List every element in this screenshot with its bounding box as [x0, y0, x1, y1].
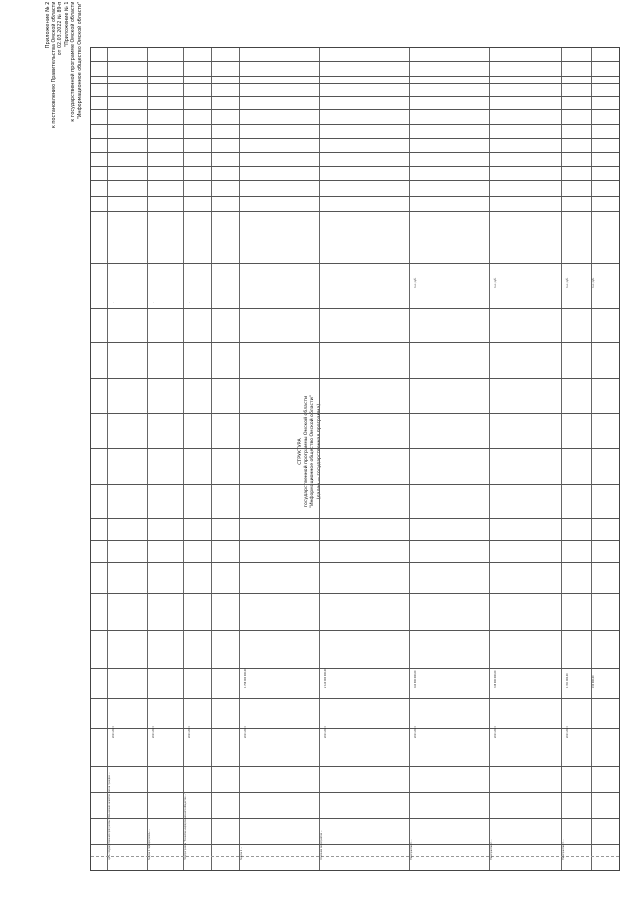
row-7-years: 2014 2024: [494, 726, 497, 738]
column-divider: [91, 96, 619, 97]
program-ref: к государственной программе Омской области: [71, 1, 77, 122]
row-4-years: 2014 2024: [244, 726, 247, 738]
title-line-1: СТРУКТУРА: [298, 438, 303, 465]
row-divider: [239, 48, 240, 870]
row-divider: [183, 48, 184, 870]
row-5-sum: 2 120 000 000,00: [324, 668, 327, 688]
row-2-target: -: [152, 302, 155, 303]
row-6-target: тыс. руб.: [414, 277, 417, 288]
row-4-name: Задача 2 ...: [240, 846, 243, 860]
column-divider: [91, 766, 619, 767]
row-3-target: -: [188, 302, 191, 303]
column-divider: [91, 413, 619, 414]
row-divider: [211, 48, 212, 870]
row-divider: [489, 48, 490, 870]
header-appendix-block: [45, 2, 85, 128]
column-divider: [91, 484, 619, 485]
row-divider: [591, 48, 592, 870]
column-divider: [91, 378, 619, 379]
row-6-sum: 466 900 000,00: [414, 670, 417, 688]
row-7-name: Мероприятие 2 ...: [490, 839, 493, 860]
row-9-target: тыс. руб.: [592, 277, 595, 288]
row-1-years: 2014 2024: [112, 726, 115, 738]
row-7-sum: 338 000 000,00: [494, 670, 497, 688]
title-line-3: "Информационное общество Омской области": [310, 395, 316, 508]
column-divider: [91, 61, 619, 62]
program-name: "Информационное общество Омской области": [77, 1, 83, 120]
column-divider: [91, 138, 619, 139]
column-divider: [91, 152, 619, 153]
row-4-sum: 1 798 000 000,00: [244, 668, 247, 688]
row-divider: [147, 48, 148, 870]
column-divider: [91, 856, 619, 857]
column-divider: [91, 562, 619, 563]
column-divider: [91, 211, 619, 212]
column-divider: [91, 698, 619, 699]
column-divider: [91, 196, 619, 197]
column-divider: [91, 166, 619, 167]
row-8-name: Мероприятие 3 ...: [562, 839, 565, 860]
column-divider: [91, 518, 619, 519]
column-divider: [91, 109, 619, 110]
row-1-target: -: [112, 302, 115, 303]
column-divider: [91, 792, 619, 793]
column-divider: [91, 180, 619, 181]
row-divider: [319, 48, 320, 870]
column-divider: [91, 728, 619, 729]
column-divider: [91, 668, 619, 669]
column-divider: [91, 76, 619, 77]
title-line-2: государственной программы Омской области: [304, 395, 310, 508]
row-5-years: 2014 2024: [324, 726, 327, 738]
row-divider: [561, 48, 562, 870]
column-divider: [91, 448, 619, 449]
row-divider: [409, 48, 410, 870]
row-8-sum: 1 394 000,00: [566, 673, 569, 688]
column-divider: [91, 342, 619, 343]
row-5-name: Основное мероприятие ...: [320, 830, 323, 860]
row-6-years: 2014 2024: [414, 726, 417, 738]
row-9-sum: 150 000,00: [592, 675, 595, 688]
column-divider: [91, 630, 619, 631]
row-2-name: Задача 1 подпрограммы ...: [148, 828, 151, 860]
row-8-years: 2014 2024: [566, 726, 569, 738]
row-8-target: тыс. руб.: [566, 277, 569, 288]
row-6-name: Мероприятие 1 ...: [410, 839, 413, 860]
structure-table: [90, 47, 620, 871]
row-divider: [107, 48, 108, 870]
column-divider: [91, 263, 619, 264]
row-2-years: 2014 2024: [152, 726, 155, 738]
column-divider: [91, 308, 619, 309]
column-divider: [91, 593, 619, 594]
column-divider: [91, 124, 619, 125]
row-3-name: Подпрограмма "Развитие информационного общества ...": [184, 792, 187, 860]
title-line-4: (далее — государственная программа): [316, 403, 322, 500]
column-divider: [91, 540, 619, 541]
column-divider: [91, 83, 619, 84]
resolution-date: от 02.03.2022 № 89-п: [58, 1, 64, 56]
column-divider: [91, 818, 619, 819]
row-3-years: 2014 2024: [188, 726, 191, 738]
column-divider: [91, 844, 619, 845]
resolution-ref: к постановлению Правительства Омской области: [51, 1, 57, 128]
appendix-number-2: "Приложение № 1: [64, 1, 70, 48]
appendix-number: Приложение № 2: [45, 1, 51, 49]
row-1-name: Цель государственной программы: повышение качества жизни граждан ...: [108, 772, 111, 860]
row-7-target: тыс. руб.: [494, 277, 497, 288]
